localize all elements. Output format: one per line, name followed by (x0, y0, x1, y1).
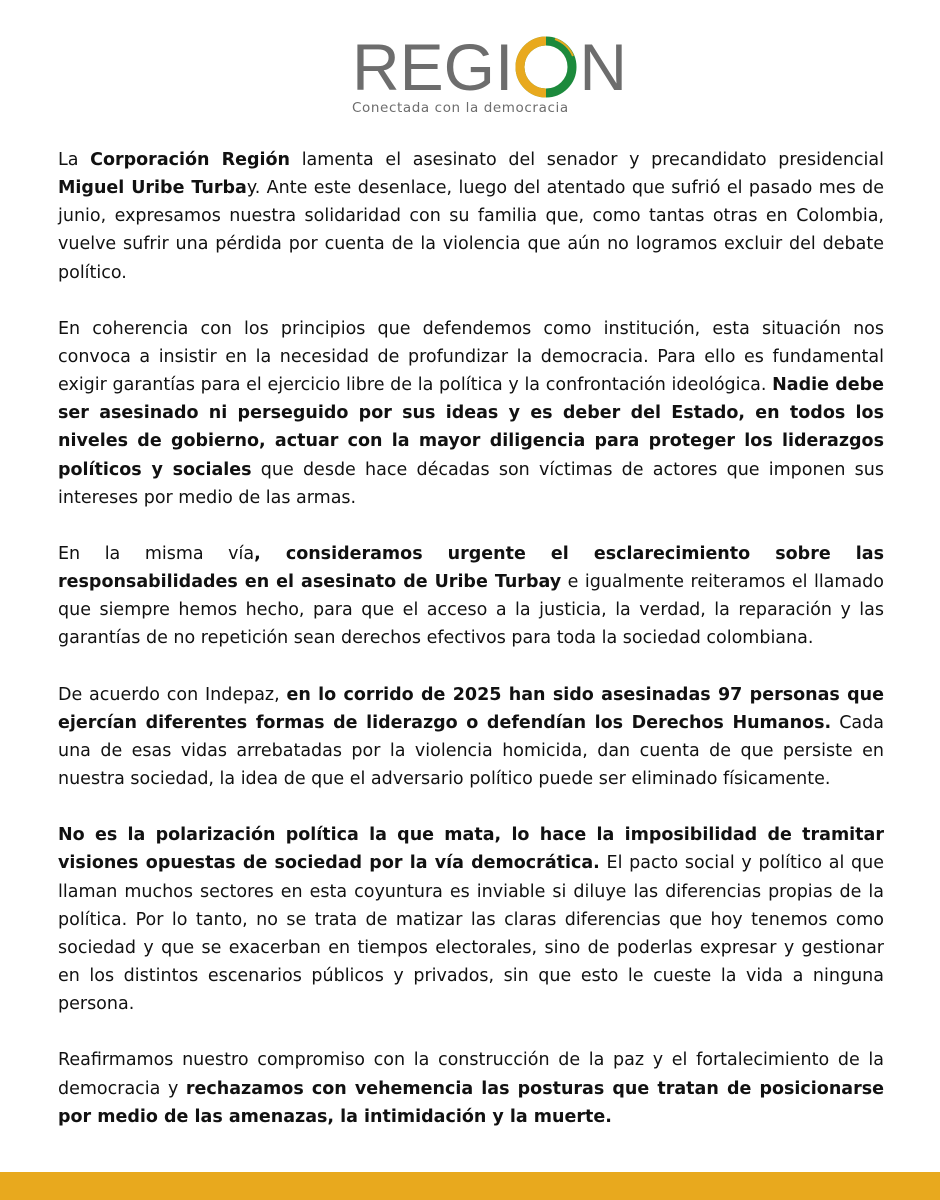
paragraph-3 (58, 540, 884, 653)
text-segment: La (58, 150, 91, 170)
region-logo (0, 30, 940, 130)
paragraph-1 (58, 146, 884, 287)
bold-text-segment: Miguel Uribe Turba (58, 178, 247, 199)
paragraph-2 (58, 315, 884, 512)
text-segment: e igualmente reiteramos el llamado que siempre hemos hecho, para que el acceso a la justicia, la verdad, la reparación y las garantías de no repetición sean derechos efectivos para toda la sociedad colombiana. (58, 572, 884, 649)
bold-text-segment: Nadie debe ser asesinado ni perseguido por sus ideas y es deber del Estado, en todos los niveles de gobierno, actuar con la mayor diligencia para proteger los liderazgos políticos y sociales (58, 375, 884, 480)
bold-text-segment: rechazamos con vehemencia las posturas que tratan de posicionarse por medio de las amenazas, la intimidación y la muerte. (58, 1078, 884, 1127)
logo-word-end: N (579, 30, 628, 104)
text-segment: Cada una de esas vidas arrebatadas por la violencia homicida, dan cuenta de que persiste en nuestra sociedad, la idea de que el adversario político puede ser eliminado físicamente. (58, 712, 884, 790)
paragraph-5 (58, 821, 884, 1018)
bold-text-segment: No es la polarización política la que mata, lo hace la imposibilidad de tramitar visiones opuestas de sociedad por la vía democrática. (58, 825, 884, 874)
bold-text-segment: Corporación Región (90, 150, 291, 170)
text-segment: En coherencia con los principios que defendemos como institución, esta situación nos convoca a insistir en la necesidad de profundizar la democracia. Para ello es fundamental exigir garantías para el ejercicio libre de la política y la confrontación ideológica. (58, 318, 884, 396)
bold-text-segment: en lo corrido de 2025 han sido asesinadas 97 personas que ejercían diferentes formas de liderazgo o defendían los Derechos Humanos. (58, 684, 885, 733)
text-segment: lamenta el asesinato del senador y precandidato presidencial (290, 150, 884, 170)
logo-tagline: Conectada con la democracia (352, 100, 569, 116)
statement-body (58, 146, 884, 1159)
paragraph-4 (58, 681, 884, 794)
text-segment: Reafirmamos nuestro compromiso con la construcción de la paz y el fortalecimiento de la democracia y (58, 1050, 884, 1099)
text-segment: De acuerdo con Indepaz, (58, 684, 287, 705)
footer-color-bar (0, 1172, 940, 1200)
bold-text-segment: , consideramos urgente el esclarecimiento sobre las responsabilidades en el asesinato de Uribe Turbay (58, 543, 884, 593)
logo-wordmark (352, 30, 628, 104)
paragraph-6 (58, 1046, 884, 1130)
text-segment: y. Ante este desenlace, luego del atentado que sufrió el pasado mes de junio, expresamos nuestra solidaridad con su familia que, como tantas otras en Colombia, vuelve sufrir una pérdida por cuenta de la violencia que aún no logramos excluir del debate político. (58, 178, 884, 283)
text-segment: En la misma vía (58, 543, 255, 564)
text-segment: El pacto social y político al que llaman muchos sectores en esta coyuntura es inviable si diluye las diferencias propias de la política. Por lo tanto, no se trata de matizar las claras diferencias que hoy tenemos como sociedad y que se exacerban en tiempos electorales, sino de poderlas expresar y gestionar en los distintos escenarios públicos y privados, sin que esto le cueste la vida a ninguna persona. (58, 853, 885, 1015)
text-segment: que desde hace décadas son víctimas de actores que imponen sus intereses por medio de las armas. (58, 459, 884, 508)
gold-green-crescent-o-icon (515, 36, 577, 98)
logo-word-start: REGI (352, 30, 514, 104)
